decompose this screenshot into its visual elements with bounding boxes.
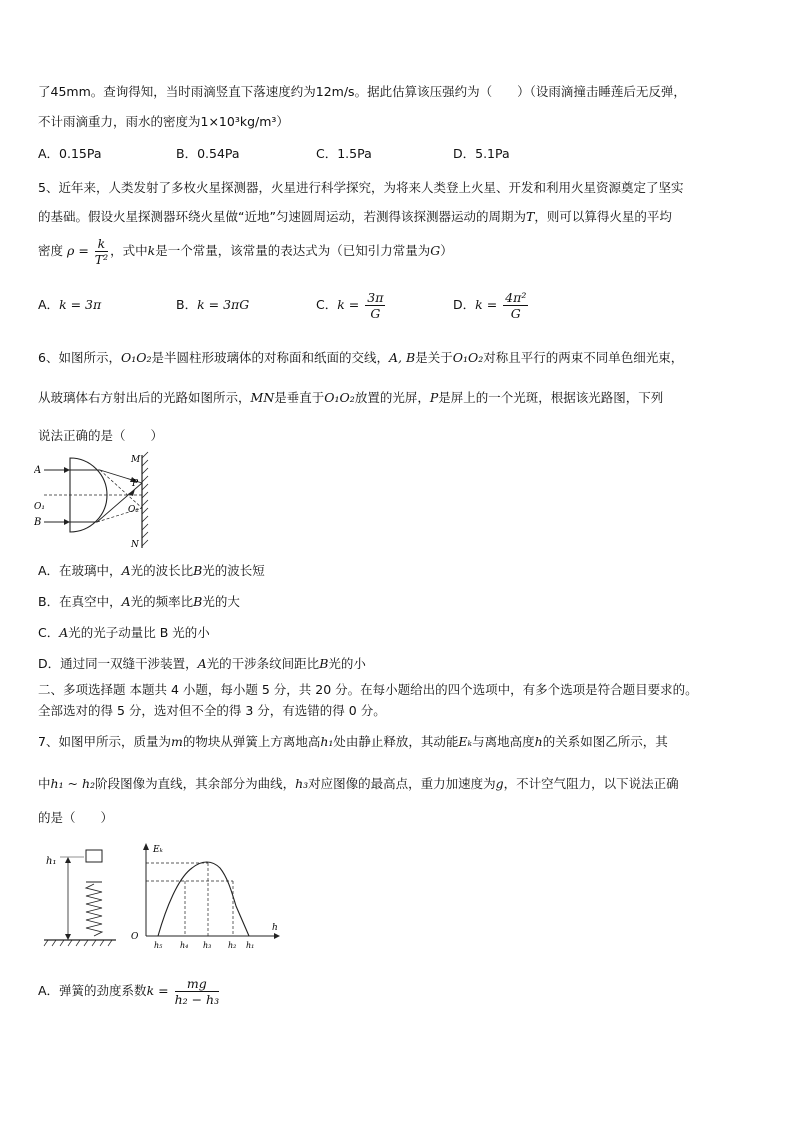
q7-tick-h5: h₅ (154, 941, 163, 950)
q7-tick-h4: h₄ (180, 941, 189, 950)
q7-graph-x-label: h (272, 923, 278, 933)
q4-option-d: D．5.1Pa (453, 146, 510, 161)
q4-option-a: A．0.15Pa (38, 146, 102, 161)
q5-option-b: B．k = 3πG (176, 297, 250, 312)
q5-option-c: C．k = $\frac{3\pi}{G}$ (316, 290, 384, 321)
q7-line2: 中h₁ ~ h₂阶段图像为直线，其余部分为曲线，h₃对应图像的最高点，重力加速度为g，不计空气阻力，以下说法正确 (38, 776, 679, 791)
q5-option-d: D．k = $\frac{\text{4π²}}{G}$ (453, 290, 527, 321)
q6-line3: 说法正确的是（ ） (38, 428, 164, 443)
q6-label-p: P (132, 479, 139, 489)
q6-optics-figure (34, 450, 164, 555)
q4-option-b: B．0.54Pa (176, 146, 240, 161)
q7-ek-graph (128, 838, 288, 956)
q7-tick-h3: h₃ (203, 941, 212, 950)
q5-option-a: A．k = 3π (38, 297, 102, 312)
q7-spring-figure (40, 844, 120, 954)
section2-line2: 全部选对的得 5 分，选对但不全的得 3 分，有选错的得 0 分。 (38, 703, 386, 718)
q6-label-m: M (131, 455, 141, 465)
q6-label-a: A (34, 465, 42, 476)
q7-graph-origin: O (131, 932, 139, 942)
q7-option-a: A．弹簧的劲度系数k = $\frac{mg}{\text{h₂ − h₃}}$ (38, 976, 220, 1007)
q6-label-o1: O₁ (34, 502, 45, 512)
q6-label-n: N (131, 540, 139, 550)
q7-graph-y-label: Eₖ (153, 845, 163, 855)
q6-line2: 从玻璃体右方射出后的光路如图所示，MN是垂直于O₁O₂放置的光屏，P是屏上的一个光斑，根据该光路图，下列 (38, 390, 664, 405)
q7-fig-h1-label: h₁ (46, 856, 57, 867)
q6-label-o2: O₂ (128, 505, 139, 515)
q6-option-a: A．在玻璃中，A光的波长比B光的波长短 (38, 563, 265, 578)
q6-line1: 6、如图所示，O₁O₂是半圆柱形玻璃体的对称面和纸面的交线，A, B是关于O₁O₂对称且平行的两束不同单色细光束， (38, 350, 684, 365)
q7-line3: 的是（ ） (38, 810, 114, 825)
q5-density-fraction: $\frac{k}{\text{T²}}$ (94, 236, 109, 267)
q4-line2: 不计雨滴重力，雨水的密度为1×10³kg/m³） (38, 114, 289, 129)
q7-tick-h2: h₂ (228, 941, 237, 950)
q6-option-b: B．在真空中，A光的频率比B光的大 (38, 594, 240, 609)
q6-label-b: B (34, 517, 42, 528)
q4-option-c: C．1.5Pa (316, 146, 372, 161)
q7-tick-h1: h₁ (246, 941, 255, 950)
q5-line2: 的基础。假设火星探测器环绕火星做“近地”匀速圆周运动，若测得该探测器运动的周期为T，则可以算得火星的平均 (38, 209, 672, 224)
q7-line1: 7、如图甲所示，质量为m的物块从弹簧上方离地高h₁处由静止释放，其动能Eₖ与离地高度h的关系如图乙所示，其 (38, 734, 668, 749)
q5-line1: 5、近年来，人类发射了多枚火星探测器，火星进行科学探究，为将来人类登上火星、开发和利用火星资源奠定了坚实 (38, 180, 684, 195)
section2-line1: 二、多项选择题 本题共 4 小题，每小题 5 分，共 20 分。在每小题给出的四个选项中，有多个选项是符合题目要求的。 (38, 682, 698, 697)
q4-line1: 了45mm。查询得知，当时雨滴竖直下落速度约为12m/s。据此估算该压强约为（ ）（设雨滴撞击睡莲后无反弹， (38, 84, 686, 99)
q5-line3: 密度 ρ = $\frac{k}{\text{T²}}$ ，式中k是一个常量，该常量的表达式为（已知引力常量为G） (38, 236, 453, 267)
q6-option-d: D．通过同一双缝干涉装置，A光的干涉条纹间距比B光的小 (38, 656, 366, 671)
q6-option-c: C．A光的光子动量比 B 光的小 (38, 625, 210, 640)
